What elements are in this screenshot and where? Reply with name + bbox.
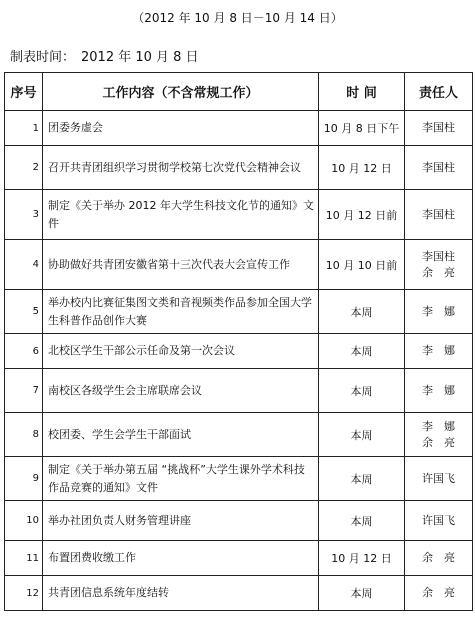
table-row: [5, 576, 473, 611]
person-name: 李国柱: [422, 249, 455, 263]
table-row: [5, 413, 473, 457]
responsible-person: [405, 290, 473, 334]
responsible-person: [405, 541, 473, 576]
person-name: 余 亮: [422, 435, 455, 449]
table-row: [5, 457, 473, 501]
responsible-person: [405, 111, 473, 146]
row-number: 10: [5, 501, 43, 541]
date-range: （2012 年 10 月 8 日－10 月 14 日）: [132, 11, 343, 25]
responsible-person: [405, 413, 473, 457]
work-content: 制定《关于举办 2012 年大学生科技文化节的通知》文件: [43, 190, 319, 240]
table-header-row: [5, 73, 473, 111]
row-number: 6: [5, 334, 43, 369]
responsible-person: [405, 240, 473, 290]
work-time: 10 月 8 日下午: [319, 111, 405, 146]
person-name: 李国柱: [422, 121, 455, 134]
row-number: 4: [5, 240, 43, 290]
work-time: 10 月 12 日: [319, 541, 405, 576]
table-row: [5, 111, 473, 146]
work-content: 召开共青团组织学习贯彻学校第七次党代会精神会议: [43, 146, 319, 190]
table-row: [5, 334, 473, 369]
work-content: 北校区学生干部公示任命及第一次会议: [43, 334, 319, 369]
work-plan-table: [4, 72, 473, 611]
person-name: 许国飞: [422, 471, 455, 485]
column-header-no: 序号: [5, 73, 43, 111]
row-number: 9: [5, 457, 43, 501]
responsible-person: [405, 190, 473, 240]
table-row: [5, 240, 473, 290]
column-header-time: 时 间: [319, 73, 405, 111]
person-name: 李国柱: [422, 160, 455, 174]
responsible-person: [405, 457, 473, 501]
prepared-label: 制表时间：: [10, 50, 76, 65]
work-time: 本周: [319, 576, 405, 611]
table-row: [5, 541, 473, 576]
table-row: [5, 501, 473, 541]
work-content: 举办校内比赛征集图文类和音视频类作品参加全国大学生科普作品创作大赛: [43, 290, 319, 334]
responsible-person: [405, 576, 473, 611]
work-time: 本周: [319, 334, 405, 369]
person-name: 李 娜: [422, 419, 455, 433]
work-time: 10 月 12 日前: [319, 190, 405, 240]
prepared-date: 2012 年 10 月 8 日: [81, 50, 199, 65]
person-name: 李 娜: [422, 383, 455, 397]
work-time: 本周: [319, 369, 405, 413]
row-number: 8: [5, 413, 43, 457]
person-name: 余 亮: [422, 551, 455, 564]
work-time: 10 月 12 日: [319, 146, 405, 190]
work-time: 本周: [319, 290, 405, 334]
row-number: 12: [5, 576, 43, 611]
work-time: 本周: [319, 413, 405, 457]
row-number: 2: [5, 146, 43, 190]
responsible-person: [405, 146, 473, 190]
person-name: 许国飞: [422, 513, 455, 527]
responsible-person: [405, 369, 473, 413]
table-row: [5, 190, 473, 240]
responsible-person: [405, 334, 473, 369]
table-row: [5, 290, 473, 334]
row-number: 7: [5, 369, 43, 413]
column-header-person: 责任人: [405, 73, 473, 111]
work-content: 团委务虚会: [43, 111, 319, 146]
person-name: 李 娜: [422, 304, 455, 318]
table-row: [5, 146, 473, 190]
work-content: 校团委、学生会学生干部面试: [43, 413, 319, 457]
person-name: 余 亮: [422, 265, 455, 279]
column-header-content: 工作内容（不含常规工作）: [43, 73, 319, 111]
work-content: 布置团费收缴工作: [43, 541, 319, 576]
work-time: 本周: [319, 457, 405, 501]
row-number: 1: [5, 111, 43, 146]
work-content: 举办社团负责人财务管理讲座: [43, 501, 319, 541]
person-name: 李国柱: [422, 207, 455, 221]
work-time: 10 月 10 日前: [319, 240, 405, 290]
work-content: 协助做好共青团安徽省第十三次代表大会宣传工作: [43, 240, 319, 290]
table-row: [5, 369, 473, 413]
row-number: 3: [5, 190, 43, 240]
prepared-time: [10, 46, 199, 65]
responsible-person: [405, 501, 473, 541]
row-number: 11: [5, 541, 43, 576]
work-content: 共青团信息系统年度结转: [43, 576, 319, 611]
row-number: 5: [5, 290, 43, 334]
work-time: 本周: [319, 501, 405, 541]
work-content: 南校区各级学生会主席联席会议: [43, 369, 319, 413]
work-content: 制定《关于举办第五届 “挑战杯”大学生课外学术科技作品竞赛的通知》文件: [43, 457, 319, 501]
person-name: 李 娜: [422, 344, 455, 357]
person-name: 余 亮: [422, 586, 455, 599]
